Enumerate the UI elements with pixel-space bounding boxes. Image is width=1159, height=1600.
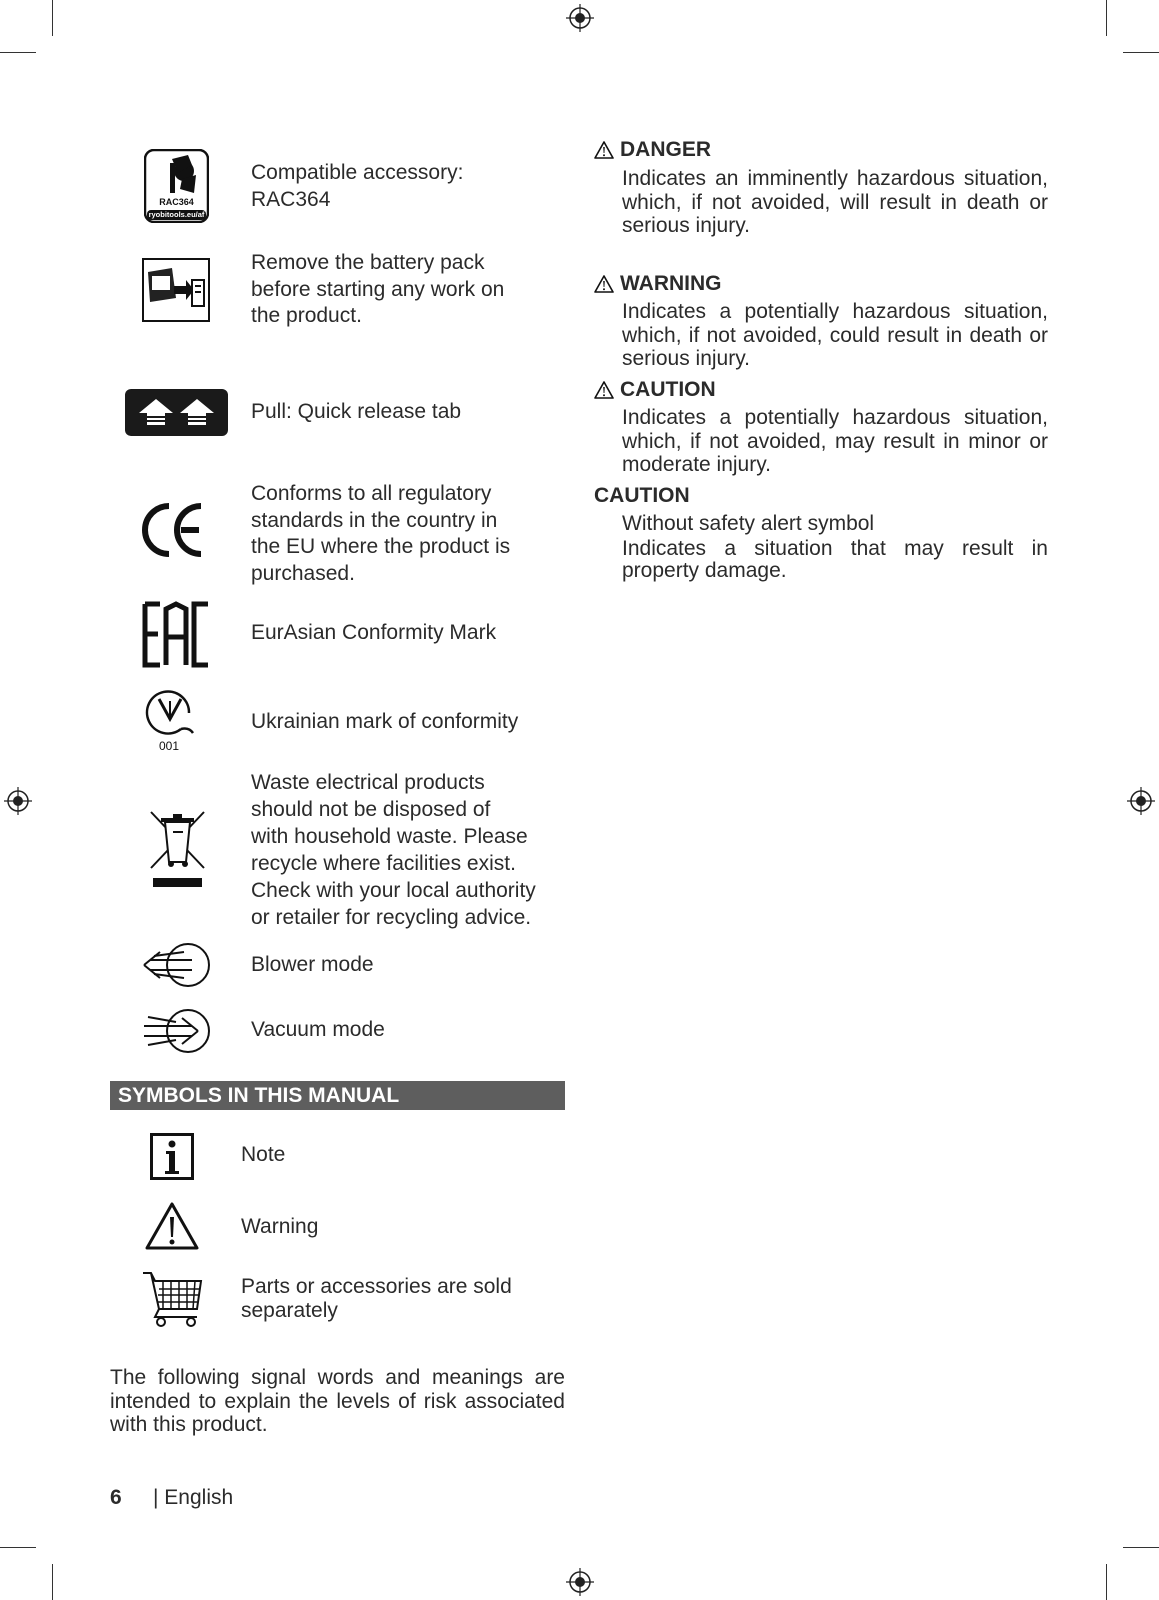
registration-mark-icon — [566, 1568, 594, 1596]
signal-word-description: Indicates a potentially hazardous situation, which, if not avoided, may result in minor or moderate injury. — [622, 406, 1048, 476]
icon-label: RAC364 — [159, 197, 194, 207]
crop-mark — [0, 1547, 36, 1548]
registration-mark-icon — [1127, 787, 1155, 815]
crop-mark — [1106, 1564, 1107, 1600]
icon-label: 001 — [159, 739, 180, 753]
icon-label: ryobitools.eu/af — [148, 210, 205, 219]
safety-alert-icon — [594, 275, 614, 293]
safety-alert-icon — [594, 381, 614, 399]
signal-word-description: Indicates a potentially hazardous situation, which, if not avoided, could result in death or serious injury. — [622, 300, 1048, 370]
crop-mark — [0, 52, 36, 53]
symbol-description: Remove the battery pack before starting any work on the product. — [251, 251, 505, 327]
signal-word-label: WARNING — [620, 272, 722, 295]
symbol-description: Pull: Quick release tab — [251, 400, 462, 423]
accessory-rac364-icon — [144, 149, 209, 223]
signal-word-subtitle: Without safety alert symbol — [622, 512, 875, 535]
signal-word-label: DANGER — [620, 138, 712, 161]
signal-word-description: Indicates a situation that may result in property damage. — [622, 537, 1048, 582]
quick-release-tab-icon — [125, 389, 228, 436]
crop-mark — [52, 0, 53, 36]
info-note-icon — [150, 1133, 194, 1180]
symbol-description: EurAsian Conformity Mark — [251, 621, 497, 644]
remove-battery-icon — [142, 258, 210, 322]
crop-mark — [1106, 0, 1107, 36]
symbol-description: Note — [241, 1143, 286, 1166]
symbol-description: Ukrainian mark of conformity — [251, 710, 519, 733]
crop-mark — [1123, 52, 1159, 53]
ce-mark-icon — [141, 500, 207, 560]
signal-word-caution-no-symbol — [594, 483, 690, 509]
page-language: | English — [153, 1486, 234, 1509]
signal-word-caution — [594, 377, 716, 403]
registration-mark-icon — [4, 787, 32, 815]
safety-alert-icon — [594, 141, 614, 159]
signal-word-label: CAUTION — [620, 378, 716, 401]
eac-mark-icon — [142, 601, 210, 668]
section-heading: SYMBOLS IN THIS MANUAL — [110, 1081, 565, 1110]
signal-word-warning — [594, 271, 722, 297]
signal-word-label: CAUTION — [594, 484, 690, 507]
blower-mode-icon — [140, 942, 212, 988]
symbol-description: Compatible accessory: RAC364 — [251, 161, 464, 211]
signal-word-description: Indicates an imminently hazardous situation, which, if not avoided, will result in death or serious injury. — [622, 167, 1048, 237]
signal-words-intro: The following signal words and meanings are intended to explain the levels of risk associated with this product. — [110, 1366, 565, 1436]
symbol-description: Warning — [241, 1215, 319, 1238]
crop-mark — [52, 1564, 53, 1600]
symbol-description: Waste electrical products should not be disposed of with household waste. Please recycle where facilities exist. Check with your local authority or retailer for recycling advice. — [251, 771, 536, 929]
symbol-description: Vacuum mode — [251, 1018, 385, 1041]
ukrainian-conformity-icon — [145, 683, 195, 755]
weee-bin-icon — [149, 810, 206, 888]
registration-mark-icon — [566, 4, 594, 32]
signal-word-danger — [594, 137, 711, 163]
crop-mark — [1123, 1547, 1159, 1548]
symbol-description: Blower mode — [251, 953, 374, 976]
shopping-cart-icon — [141, 1269, 203, 1327]
vacuum-mode-icon — [140, 1007, 212, 1055]
symbol-description: Conforms to all regulatory standards in the country in the EU where the product is purchased. — [251, 482, 511, 585]
warning-triangle-icon — [144, 1201, 200, 1251]
page-number: 6 — [110, 1486, 122, 1509]
symbol-description: Parts or accessories are sold separately — [241, 1275, 512, 1322]
